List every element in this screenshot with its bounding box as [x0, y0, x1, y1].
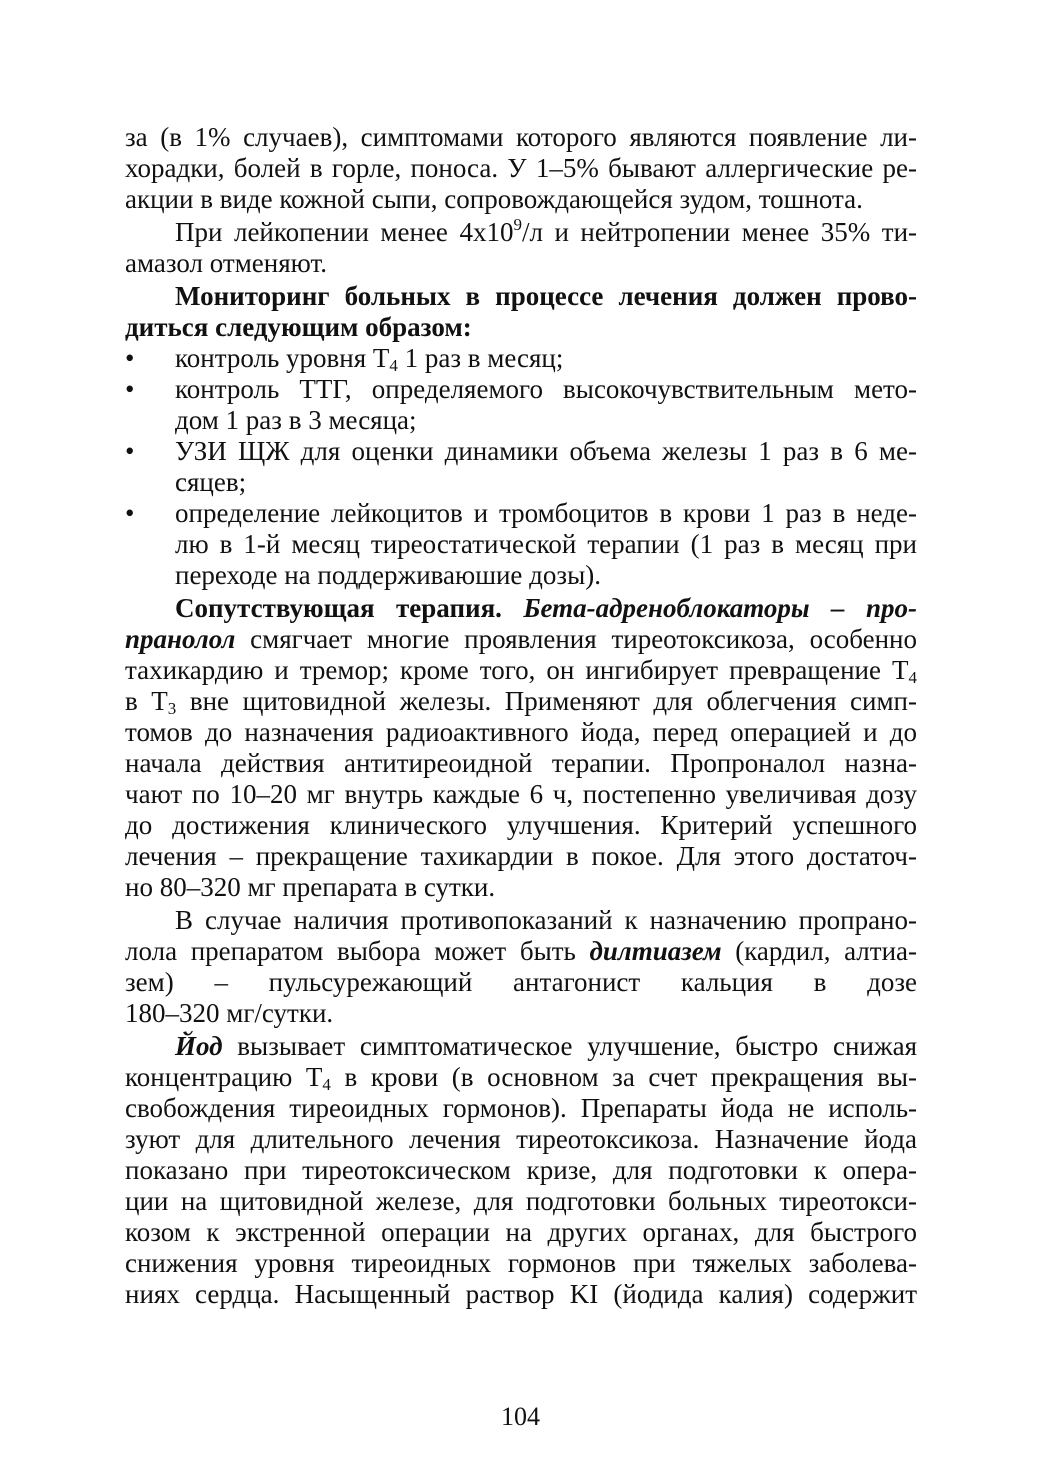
text-span: свобождения тиреоидных гормонов). Препараты йода не исполь- [125, 1093, 917, 1123]
text-span: 180–320 мг/сутки. [125, 998, 334, 1028]
text-span: вызывает симптоматическое улучшение, быстро снижая [222, 1031, 917, 1061]
bold-italic-text: пранолол [125, 624, 236, 654]
list-item-continuation [125, 467, 917, 498]
list-item [125, 436, 917, 467]
list-item-continuation [125, 560, 917, 591]
text-span: лю в 1-й месяц тиреостатической терапии (1 раз в месяц при [175, 529, 917, 559]
subscript: 3 [167, 699, 177, 718]
text-span: в Т [125, 686, 168, 716]
text-line [125, 1093, 917, 1124]
text-line [125, 122, 917, 153]
text-line [125, 217, 917, 248]
list-item-continuation [125, 405, 917, 436]
text-line [125, 717, 917, 748]
text-span: в крови (в основном за счет прекращения вы- [330, 1062, 917, 1092]
text-line [125, 624, 917, 655]
bold-italic-text: Бета-адреноблокаторы – про- [523, 593, 918, 623]
list-item [125, 374, 917, 405]
list-item-continuation [125, 529, 917, 560]
text-span: сяцев; [175, 467, 247, 497]
text-line [125, 1248, 917, 1279]
list-item [125, 343, 917, 374]
text-line [125, 184, 917, 215]
page-number: 104 [501, 1402, 540, 1431]
text-line [125, 841, 917, 872]
bullet-icon: • [125, 343, 135, 373]
text-body [125, 122, 917, 1310]
text-span: томов до назначения радиоактивного йода, перед операцией и до [125, 717, 917, 747]
text-span: за (в 1% случаев), симптомами которого являются появление ли- [125, 122, 917, 152]
text-span: УЗИ ЩЖ для оценки динамики объема железы 1 раз в 6 ме- [175, 436, 917, 466]
list-item [125, 498, 917, 529]
text-span: до достижения клинического улучшения. Критерий успешного [125, 810, 917, 840]
text-span: начала действия антитиреоидной терапии. Пропроналол назна- [125, 748, 917, 778]
text-span: переходе на поддерживаюшие дозы). [175, 560, 601, 590]
text-line [125, 905, 917, 936]
text-span: ниях сердца. Насыщенный раствор KI (йодида калия) содержит [125, 1279, 917, 1309]
text-line [125, 248, 917, 279]
text-line [125, 655, 917, 686]
text-line [125, 872, 917, 903]
text-span: амазол отменяют. [125, 248, 327, 278]
bullet-icon: • [125, 374, 135, 404]
text-line [125, 936, 917, 967]
text-span: При лейкопении менее 4х10 [175, 217, 514, 247]
bold-italic-text: дилтиазем [589, 936, 722, 966]
section-heading [125, 281, 917, 312]
text-line [125, 1031, 917, 1062]
text-line [125, 1124, 917, 1155]
text-line [125, 810, 917, 841]
text-line [125, 967, 917, 998]
text-span: дом 1 раз в 3 месяца; [175, 405, 417, 435]
text-line [125, 998, 917, 1029]
text-span: контроль уровня Т [175, 343, 390, 373]
superscript: 9 [513, 215, 522, 234]
text-span: хорадки, болей в горле, поноса. У 1–5% бывают аллергические ре- [125, 153, 917, 183]
text-line [125, 779, 917, 810]
bold-text: Сопутствующая терапия. [175, 593, 502, 623]
subscript: 4 [389, 356, 398, 375]
text-line [125, 1155, 917, 1186]
text-span: чают по 10–20 мг внутрь каждые 6 ч, постепенно увеличивая дозу [125, 779, 917, 809]
text-line [125, 1279, 917, 1310]
text-span: зуют для длительного лечения тиреотоксикоза. Назначение йода [125, 1124, 917, 1154]
text-span: 1 раз в месяц; [397, 343, 564, 373]
text-span: смягчает многие проявления тиреотоксикоза, особенно [235, 624, 917, 654]
text-span: концентрацию Т [125, 1062, 323, 1092]
text-span: тахикардию и тремор; кроме того, он ингибирует превращение Т [125, 655, 909, 685]
bullet-icon: • [125, 498, 135, 528]
bold-italic-text: Йод [175, 1031, 223, 1061]
subscript: 4 [322, 1075, 331, 1094]
text-span: акции в виде кожной сыпи, сопровождающейся зудом, тошнота. [125, 184, 863, 214]
text-span: контроль ТТГ, определяемого высокочувствительным мето- [175, 374, 917, 404]
subscript: 4 [908, 668, 917, 687]
text-line [125, 748, 917, 779]
text-span: снижения уровня тиреоидных гормонов при тяжелых заболева- [125, 1248, 917, 1278]
bold-text: диться следующим образом: [125, 312, 472, 342]
text-span: (кардил, алтиа- [721, 936, 917, 966]
section-heading [125, 312, 917, 343]
text-line [125, 1062, 917, 1093]
text-line [125, 593, 917, 624]
text-span: /л и нейтропении менее 35% ти- [521, 217, 918, 247]
text-span: лечения – прекращение тахикардии в покое. Для этого достаточ- [125, 841, 917, 871]
text-span: зем) – пульсурежающий антагонист кальция в дозе [125, 967, 917, 997]
text-line [125, 1217, 917, 1248]
bold-text: Мониторинг больных в процессе лечения должен прово- [175, 281, 917, 311]
text-line [125, 1186, 917, 1217]
text-span: козом к экстренной операции на других органах, для быстрого [125, 1217, 917, 1247]
text-line [125, 153, 917, 184]
text-line [125, 686, 917, 717]
text-span: ции на щитовидной железе, для подготовки больных тиреотокси- [125, 1186, 917, 1216]
text-span: вне щитовидной железы. Применяют для облегчения симп- [176, 686, 918, 716]
bullet-icon: • [125, 436, 135, 466]
text-span: лола препаратом выбора может быть [125, 936, 590, 966]
text-span: показано при тиреотоксическом кризе, для подготовки к опера- [125, 1155, 917, 1185]
text-span: В случае наличия противопоказаний к назначению пропрано- [175, 905, 917, 935]
text-span: но 80–320 мг препарата в сутки. [125, 872, 496, 902]
text-span: определение лейкоцитов и тромбоцитов в крови 1 раз в неде- [175, 498, 917, 528]
